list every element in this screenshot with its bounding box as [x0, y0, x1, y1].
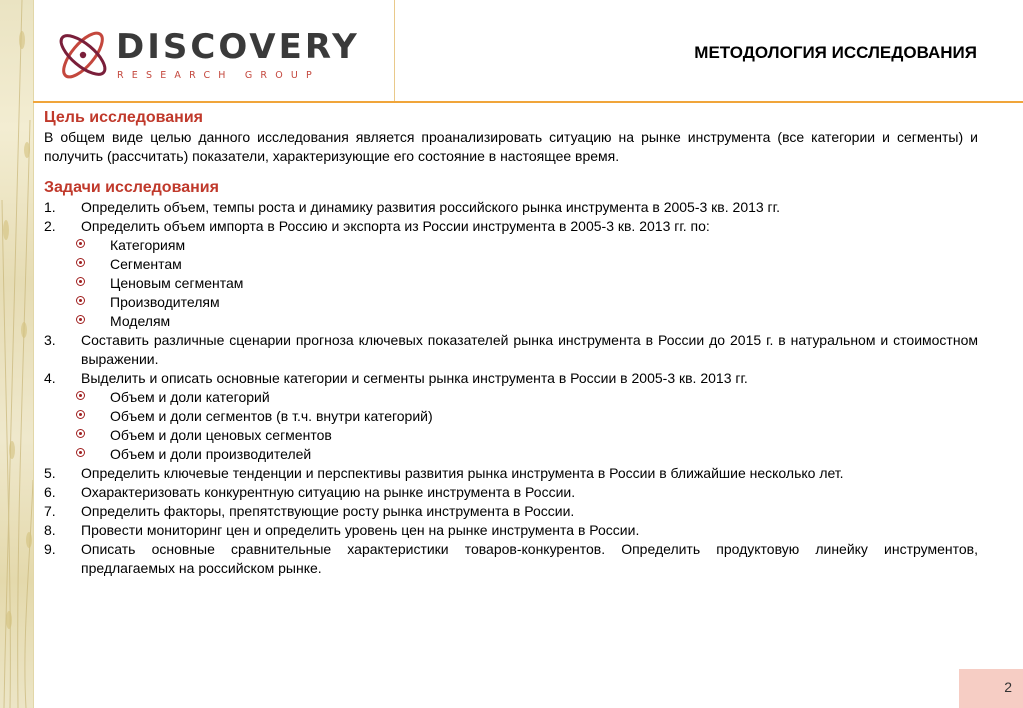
- page-number: 2: [1004, 679, 1012, 695]
- circle-bullet-icon: [76, 277, 85, 286]
- sub-item: [44, 274, 978, 293]
- circle-bullet-icon: [76, 448, 85, 457]
- tasks-title: Задачи исследования: [44, 179, 219, 196]
- sub-item-text: Категориям: [110, 237, 186, 253]
- task-text: Определить объем, темпы роста и динамику развития российского рынка инструмента в 2005-3 кв. 2013 гг.: [81, 199, 780, 215]
- sub-item-text: Объем и доли ценовых сегментов: [110, 427, 332, 443]
- header: [33, 0, 1023, 101]
- goal-title: Цель исследования: [44, 109, 203, 126]
- task-number: 7.: [44, 503, 56, 519]
- sub-item-text: Ценовым сегментам: [110, 275, 244, 291]
- page-number-box: [959, 669, 1023, 708]
- sub-item-text: Объем и доли производителей: [110, 446, 312, 462]
- sub-item: [44, 312, 978, 331]
- task-text: Определить факторы, препятствующие росту рынка инструмента в России.: [81, 503, 575, 519]
- page-title: МЕТОДОЛОГИЯ ИССЛЕДОВАНИЯ: [694, 43, 977, 62]
- company-logo: [53, 24, 360, 86]
- task-number: 1.: [44, 199, 56, 215]
- sub-item-text: Моделям: [110, 313, 171, 329]
- task-item: [44, 483, 978, 502]
- task-text: Выделить и описать основные категории и сегменты рынка инструмента в России в 2005-3 кв. 2013 гг.: [81, 370, 748, 386]
- circle-bullet-icon: [76, 315, 85, 324]
- sub-item: [44, 407, 978, 426]
- task-item: [44, 198, 978, 217]
- sub-item: [44, 236, 978, 255]
- task-text: Определить ключевые тенденции и перспективы развития рынка инструмента в России в ближайшие несколько лет.: [81, 465, 844, 481]
- goal-text: В общем виде целью данного исследования является проанализировать ситуацию на рынке инструмента (все категории и сегменты) и получить (рассчитать) показатели, характеризующие его состояние в настоящее время.: [44, 129, 978, 164]
- main-content: [44, 108, 978, 578]
- task-text: Составить различные сценарии прогноза ключевых показателей рынка инструмента в России до 2015 г. в натуральном и стоимостном выражении.: [81, 332, 978, 367]
- sub-item-text: Объем и доли сегментов (в т.ч. внутри категорий): [110, 408, 433, 424]
- decorative-wheat-strip: [0, 0, 34, 708]
- task-item: [44, 521, 978, 540]
- task-item: [44, 540, 978, 578]
- sub-item: [44, 445, 978, 464]
- circle-bullet-icon: [76, 258, 85, 267]
- task-number: 3.: [44, 332, 56, 348]
- sub-item-text: Сегментам: [110, 256, 182, 272]
- discovery-logo-icon: [53, 24, 113, 86]
- task-item: [44, 502, 978, 521]
- task-text: Провести мониторинг цен и определить уровень цен на рынке инструмента в России.: [81, 522, 640, 538]
- task-number: 4.: [44, 370, 56, 386]
- task-item: [44, 331, 978, 369]
- logo-name: DISCOVERY: [116, 27, 360, 67]
- task-item: [44, 217, 978, 236]
- task-text: Определить объем импорта в Россию и экспорта из России инструмента в 2005-3 кв. 2013 гг. по:: [81, 218, 710, 234]
- circle-bullet-icon: [76, 429, 85, 438]
- sub-item: [44, 293, 978, 312]
- task-number: 8.: [44, 522, 56, 538]
- sub-item: [44, 388, 978, 407]
- sub-item-text: Производителям: [110, 294, 220, 310]
- task-item: [44, 369, 978, 388]
- sub-item-text: Объем и доли категорий: [110, 389, 270, 405]
- circle-bullet-icon: [76, 391, 85, 400]
- sub-item: [44, 426, 978, 445]
- circle-bullet-icon: [76, 239, 85, 248]
- header-underline: [33, 101, 1023, 103]
- circle-bullet-icon: [76, 410, 85, 419]
- circle-bullet-icon: [76, 296, 85, 305]
- task-number: 2.: [44, 218, 56, 234]
- task-text: Охарактеризовать конкурентную ситуацию на рынке инструмента в России.: [81, 484, 576, 500]
- sub-item: [44, 255, 978, 274]
- task-text: Описать основные сравнительные характеристики товаров-конкурентов. Определить продуктовую линейку инструментов, предлагаемых на российском рынке.: [81, 541, 978, 576]
- header-divider: [394, 0, 395, 101]
- task-item: [44, 464, 978, 483]
- logo-tagline: RESEARCH GROUP: [117, 70, 320, 81]
- task-number: 9.: [44, 541, 56, 557]
- task-number: 6.: [44, 484, 56, 500]
- task-number: 5.: [44, 465, 56, 481]
